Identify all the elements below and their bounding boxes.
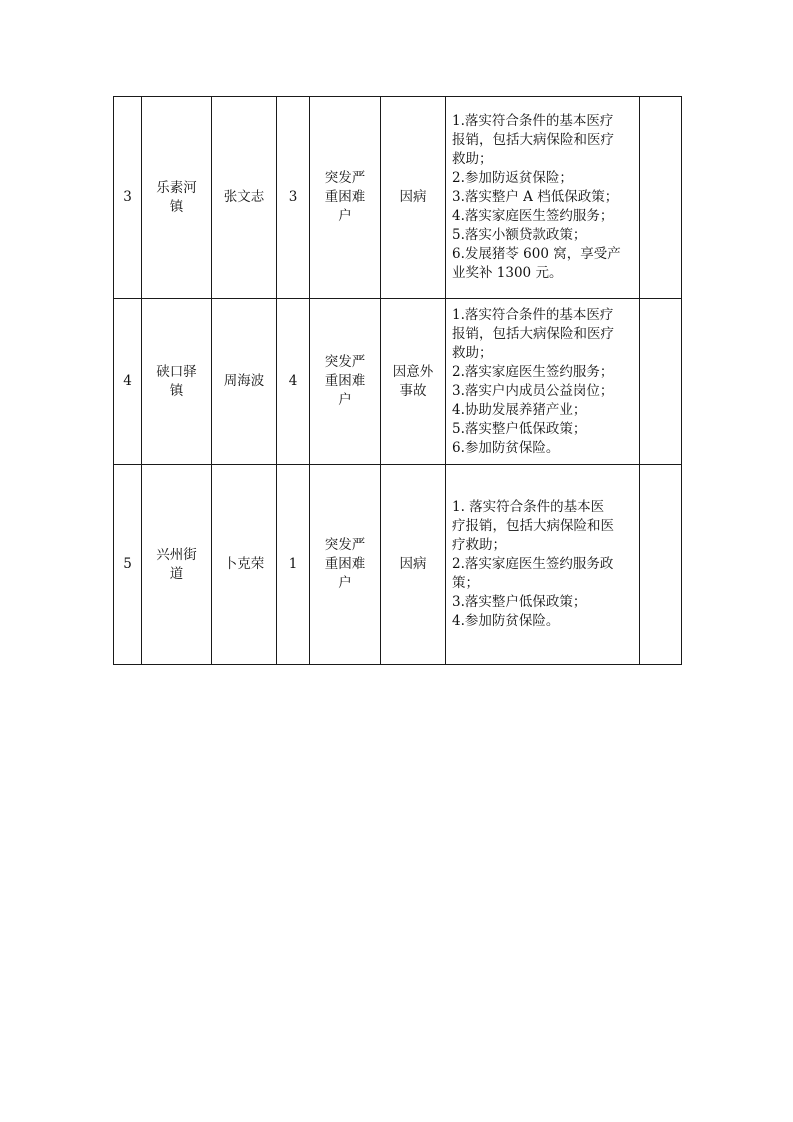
measure-line: 救助； <box>452 151 493 167</box>
household-members: 4 <box>277 299 310 465</box>
table-row <box>114 97 682 299</box>
note-cell <box>640 299 682 465</box>
category-cell <box>310 97 381 299</box>
measure-line: 3.落实户内成员公益岗位； <box>452 382 614 399</box>
measure-line: 策； <box>452 575 479 591</box>
assistance-measures <box>446 465 640 665</box>
measure-line: 报销，包括大病保险和医疗 <box>452 325 614 342</box>
note-cell <box>640 465 682 665</box>
measure-line: 业奖补 1300 元。 <box>452 265 563 281</box>
measure-line: 2.落实家庭医生签约服务； <box>452 363 614 380</box>
measure-line: 3.落实整户 A 档低保政策； <box>452 189 619 205</box>
measure-line: 1.落实符合条件的基本医疗 <box>452 306 614 323</box>
household-category: 突发严重困难户 <box>324 354 366 408</box>
measure-line: 救助； <box>452 344 493 361</box>
table-row <box>114 465 682 665</box>
township-cell <box>142 465 212 665</box>
category-cell <box>310 465 381 665</box>
cause-cell <box>381 465 446 665</box>
measure-line: 4.协助发展养猪产业； <box>452 401 587 418</box>
household-category: 突发严重困难户 <box>324 170 366 224</box>
township-name: 硖口驿镇 <box>156 363 197 399</box>
person-name: 卜克荣 <box>212 465 277 665</box>
township-name: 乐素河镇 <box>156 179 197 215</box>
household-members: 3 <box>277 97 310 299</box>
household-members: 1 <box>277 465 310 665</box>
measure-line: 4.落实家庭医生签约服务； <box>452 208 614 224</box>
measure-line: 2.参加防返贫保险； <box>452 170 573 186</box>
assistance-table <box>113 96 682 665</box>
row-index: 4 <box>114 299 142 465</box>
person-name: 张文志 <box>212 97 277 299</box>
note-cell <box>640 97 682 299</box>
poverty-cause: 因意外事故 <box>392 363 434 399</box>
poverty-cause: 因病 <box>399 189 427 205</box>
measure-line: 1. 落实符合条件的基本医 <box>452 499 605 515</box>
measure-line: 5.落实小额贷款政策； <box>452 227 587 243</box>
measure-line: 2.落实家庭医生签约服务政 <box>452 556 614 572</box>
measure-line: 1.落实符合条件的基本医疗 <box>452 113 614 129</box>
assistance-measures <box>446 97 640 299</box>
measure-line: 报销，包括大病保险和医疗 <box>452 132 614 148</box>
household-category: 突发严重困难户 <box>324 537 366 591</box>
measure-line: 6.发展猪苓 600 窝，享受产 <box>452 246 621 262</box>
measure-line: 4.参加防贫保险。 <box>452 613 560 629</box>
table-row <box>114 299 682 465</box>
township-cell <box>142 299 212 465</box>
measure-line: 6.参加防贫保险。 <box>452 439 560 456</box>
cause-cell <box>381 97 446 299</box>
poverty-cause: 因病 <box>399 556 427 572</box>
cause-cell <box>381 299 446 465</box>
measure-line: 5.落实整户低保政策； <box>452 420 587 437</box>
row-index: 5 <box>114 465 142 665</box>
measure-line: 3.落实整户低保政策； <box>452 594 587 610</box>
assistance-measures <box>446 299 640 465</box>
measure-line: 疗报销，包括大病保险和医 <box>452 518 614 534</box>
township-cell <box>142 97 212 299</box>
row-index: 3 <box>114 97 142 299</box>
person-name: 周海波 <box>212 299 277 465</box>
category-cell <box>310 299 381 465</box>
township-name: 兴州街道 <box>156 546 197 582</box>
measure-line: 疗救助； <box>452 537 506 553</box>
